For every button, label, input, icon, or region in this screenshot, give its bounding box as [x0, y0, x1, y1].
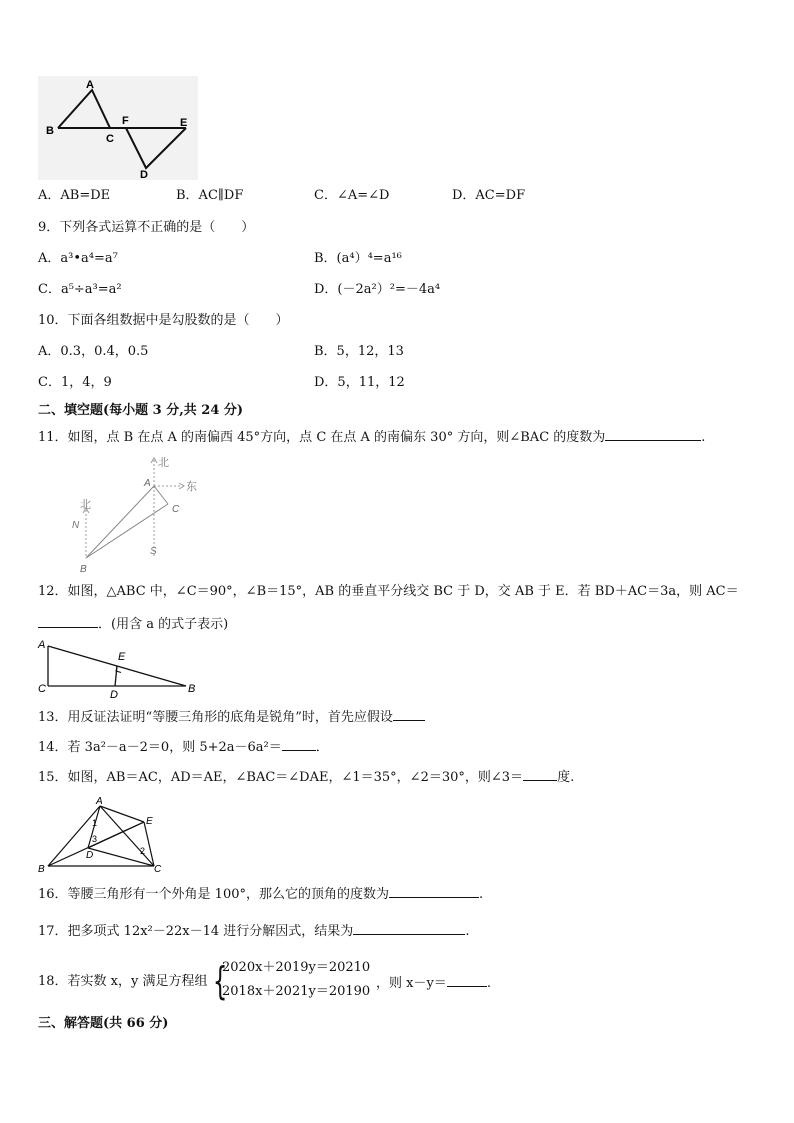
q18-eq1: 2020x＋2019y＝20210 [222, 960, 371, 975]
q13-text [38, 708, 425, 726]
fig8-label-d: D [140, 169, 148, 180]
fig11-a: A [144, 478, 151, 489]
q12-suffix: ．(用含 a 的式子表示) [98, 617, 229, 632]
figure-q12 [34, 636, 204, 700]
fig15-angle-2: 2 [140, 846, 146, 856]
q18-post: ，则 x－y＝ [376, 976, 447, 991]
q14-stem: 14．若 3a²－a－2＝0，则 5+2a－6a²＝ [38, 740, 282, 755]
q10-option-d: D．5，11，12 [314, 375, 405, 390]
q12-answer-blank [38, 615, 98, 628]
fig15-a: A [96, 796, 103, 807]
q16-answer-blank [389, 885, 479, 898]
q16-stem: 16．等腰三角形有一个外角是 100°，那么它的顶角的度数为 [38, 887, 389, 902]
q14-text [38, 738, 329, 756]
q16-end: . [479, 887, 484, 902]
q11-end: . [701, 430, 706, 445]
q8-option-d: D．AC=DF [452, 188, 526, 203]
q13-answer-blank [393, 708, 425, 721]
q10-stem: 10．下面各组数据中是勾股数的是（ ） [38, 313, 289, 328]
q12-line1: 12．如图，△ABC 中，∠C＝90°，∠B＝15°，AB 的垂直平分线交 BC 于 D，交 AB 于 E．若 BD＋AC＝3a，则 AC＝ [38, 584, 739, 599]
q9-option-b: B．(a⁴）⁴=a¹⁶ [314, 251, 402, 266]
q9-option-a: A．a³•a⁴=a⁷ [38, 251, 118, 266]
fig12-d: D [110, 689, 118, 700]
fig12-c: C [38, 683, 46, 695]
fig15-e: E [146, 816, 153, 827]
q18-pre: 18．若实数 x，y 满足方程组 [38, 974, 208, 989]
fig8-label-b: B [46, 125, 54, 137]
figure-q15 [36, 794, 166, 878]
q11-stem: 11．如图，点 B 在点 A 的南偏西 45°方向，点 C 在点 A 的南偏东 30° 方向，则∠BAC 的度数为 [38, 430, 606, 445]
q16-text [38, 885, 483, 903]
q10-option-c: C．1，4，9 [38, 375, 112, 390]
q17-answer-blank [353, 922, 465, 935]
fig15-c: C [154, 864, 162, 875]
fig15-angle-3: 3 [92, 834, 98, 844]
fig11-c: C [172, 504, 180, 515]
q18-answer-blank [447, 974, 487, 987]
figure-q11 [64, 452, 214, 576]
q15-text [38, 768, 574, 786]
fig15-angle-1: 1 [92, 818, 98, 828]
q10-option-b: B．5，12，13 [314, 344, 404, 359]
q14-end: ． [315, 740, 329, 755]
q9-option-c: C．a⁵÷a³=a² [38, 282, 122, 297]
q15-answer-blank [523, 768, 557, 781]
q18-brace: { [212, 959, 228, 1003]
q13-stem: 13．用反证法证明“等腰三角形的底角是锐角”时，首先应假设 [38, 710, 393, 725]
fig15-b: B [38, 864, 45, 875]
q8-option-b: B．AC∥DF [176, 188, 244, 203]
fig11-north-top: 北 [158, 457, 169, 469]
q18-end: . [486, 976, 491, 991]
q15-stem: 15．如图，AB＝AC，AD＝AE，∠BAC＝∠DAE，∠1＝35°，∠2＝30°，则∠3＝ [38, 770, 524, 785]
fig12-a: A [38, 639, 46, 651]
fig12-b: B [188, 683, 196, 695]
q12-line2 [38, 615, 228, 633]
q17-text [38, 922, 469, 940]
figure-q8 [38, 76, 198, 180]
q8-option-a: A．AB=DE [38, 188, 111, 203]
fig11-north-left: 北 [80, 499, 91, 511]
fig8-label-e: E [180, 117, 188, 129]
q17-stem: 17．把多项式 12x²－22x－14 进行分解因式，结果为 [38, 924, 354, 939]
fig11-s: S [150, 546, 157, 557]
fig11-n: N [72, 520, 80, 531]
section-3-heading: 三、解答题(共 66 分) [38, 1016, 169, 1031]
q9-option-d: D．(－2a²）²=－4a⁴ [314, 282, 441, 297]
q14-answer-blank [282, 738, 316, 751]
fig12-e: E [118, 651, 126, 663]
q17-end: . [465, 924, 470, 939]
q18-eq2: 2018x＋2021y＝20190 [222, 984, 371, 999]
q11-text [38, 428, 705, 446]
q18-post-line [376, 974, 491, 992]
q15-end: 度. [557, 770, 575, 785]
q11-answer-blank [605, 428, 701, 441]
fig8-label-f: F [122, 115, 129, 127]
q10-option-a: A．0.3，0.4，0.5 [38, 344, 149, 359]
figure-q12-svg [34, 636, 204, 700]
figure-q15-svg [36, 794, 166, 878]
fig15-d: D [86, 850, 94, 861]
fig8-label-a: A [86, 79, 94, 91]
q9-stem: 9．下列各式运算不正确的是（ ） [38, 220, 255, 235]
q8-option-c: C．∠A=∠D [314, 188, 390, 203]
fig11-b: B [80, 564, 87, 575]
figure-q11-svg [64, 452, 214, 576]
fig11-east: 东 [186, 481, 197, 493]
section-2-heading: 二、填空题(每小题 3 分,共 24 分) [38, 403, 244, 418]
figure-q8-svg [38, 76, 198, 180]
fig8-label-c: C [106, 133, 114, 145]
